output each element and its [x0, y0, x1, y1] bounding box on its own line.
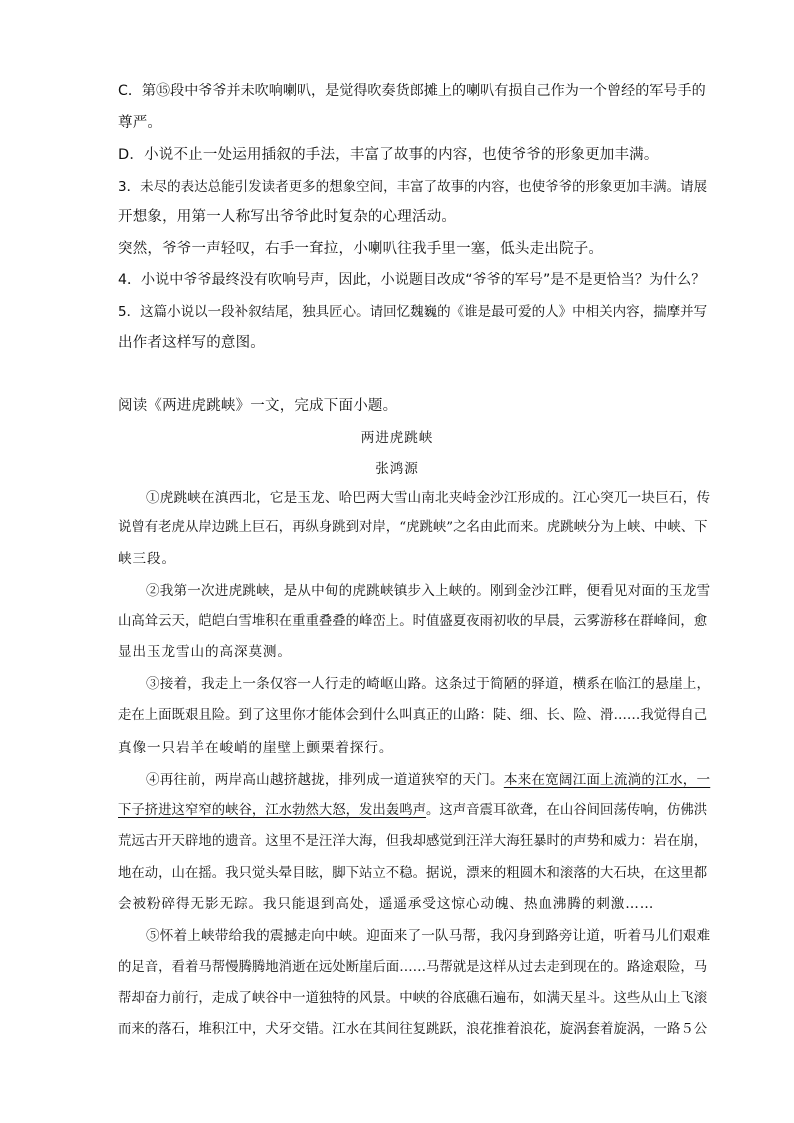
option-c-line1: C．第⑮段中爷爷并未吹响喇叭，是觉得吹奏货郎摊上的喇叭有损自己作为一个曾经的军号手的: [118, 83, 706, 99]
paragraph-4-line3: 荒远古开天辟地的遗音。这里不是汪洋大海，但我却感觉到汪洋大海狂暴时的声势和威力：岩在崩，: [118, 834, 708, 849]
question-4-line1: 4．小说中爷爷最终没有吹响号声，因此，小说题目改成“爷爷的军号”是不是更恰当？为什么？: [118, 272, 706, 288]
paragraph-2-line3: 显出玉龙雪山的高深莫测。: [118, 644, 292, 660]
paragraph-5-line1: ⑤怀着上峡带给我的震撼走向中峡。迎面来了一队马帮，我闪身到路旁让道，听着马儿们艰难: [146, 928, 711, 944]
question-3-line2: 开想象，用第一人称写出爷爷此时复杂的心理活动。: [118, 209, 457, 225]
paragraph-4-text: ④再往前，两岸高山越挤越拢，排列成一道道狭窄的天门。: [146, 772, 504, 788]
paragraph-3-line3: 真像一只岩羊在峻峭的崖壁上颤栗着探行。: [118, 740, 394, 756]
paragraph-4-line2: [118, 801, 707, 821]
paragraph-5-line3: 帮却奋力前行，走成了峡谷中一道独特的风景。中峡的谷底礁石遍布，如满天星斗。这些从山上飞滚: [118, 991, 708, 1006]
reading-intro: 阅读《两进虎跳峡》一文，完成下面小题。: [118, 398, 398, 414]
question-3-line1: 3．未尽的表达总能引发读者更多的想象空间，丰富了故事的内容，也使爷爷的形象更加丰满。请展: [118, 179, 708, 195]
paragraph-4-line1: [146, 770, 710, 790]
option-c-line2: 尊严。: [118, 115, 163, 131]
paragraph-1-line1: ①虎跳峡在滇西北，它是玉龙、哈巴两大雪山南北夹峙金沙江形成的。江心突兀一块巨石，传: [146, 490, 711, 506]
paragraph-4-line5: 会被粉碎得无影无踪。我只能退到高处，遥遥承受这惊心动魄、热血沸腾的刺激……: [118, 896, 655, 912]
passage-author: 张鸿源: [375, 461, 419, 477]
paragraph-3-line1: ③接着，我走上一条仅容一人行走的崎岖山路。这条过于简陋的驿道，横系在临江的悬崖上，: [146, 676, 711, 692]
underlined-sentence-part1: 本来在宽阔江面上流淌的江水，一: [503, 772, 711, 788]
option-d-line1: D．小说不止一处运用插叙的手法，丰富了故事的内容，也使爷爷的形象更加丰满。: [118, 147, 659, 163]
question-3-quote: 突然，爷爷一声轻叹，右手一耷拉，小喇叭往我手里一塞，低头走出院子。: [118, 241, 604, 257]
paragraph-4-text: 。这声音震耳欲聋，在山谷间回荡传响，仿佛洪: [425, 803, 708, 818]
paragraph-4-line4: 地在动，山在摇。我只觉头晕目眩，脚下站立不稳。据说，漂来的粗圆木和滚落的大石块，在这里都: [118, 866, 708, 881]
paragraph-5-line2: 的足音，看着马帮慢腾腾地消逝在远处断崖后面……马帮就是这样从过去走到现在的。路途艰险，马: [118, 960, 708, 975]
paragraph-1-line2: 说曾有老虎从岸边跳上巨石，再纵身跳到对岸，“虎跳峡”之名由此而来。虎跳峡分为上峡、中峡、下: [118, 520, 708, 535]
passage-title: 两进虎跳峡: [360, 430, 434, 446]
paragraph-2-line1: ②我第一次进虎跳峡，是从中甸的虎跳峡镇步入上峡的。刚到金沙江畔，便看见对面的玉龙雪: [146, 583, 711, 599]
paragraph-3-line2: 走在上面既艰且险。到了这里你才能体会到什么叫真正的山路：陡、细、长、险、滑……我觉得自己: [118, 708, 708, 723]
question-5-line1: 5．这篇小说以一段补叙结尾，独具匠心。请回忆魏巍的《谁是最可爱的人》中相关内容，揣摩并写: [118, 304, 708, 320]
underlined-sentence-part2: 下子挤进这窄窄的峡谷，江水勃然大怒，发出轰鸣声: [118, 803, 426, 818]
paragraph-1-line3: 峡三段。: [118, 551, 176, 567]
paragraph-5-line4: 而来的落石，堆积江中，犬牙交错。江水在其间往复跳跃，浪花推着浪花，旋涡套着旋涡，一路５公: [118, 1022, 708, 1037]
question-5-line2: 出作者这样写的意图。: [118, 335, 265, 351]
paragraph-2-line2: 山高耸云天，皑皑白雪堆积在重重叠叠的峰峦上。时值盛夏夜雨初收的早晨，云雾游移在群峰间，愈: [118, 614, 708, 629]
